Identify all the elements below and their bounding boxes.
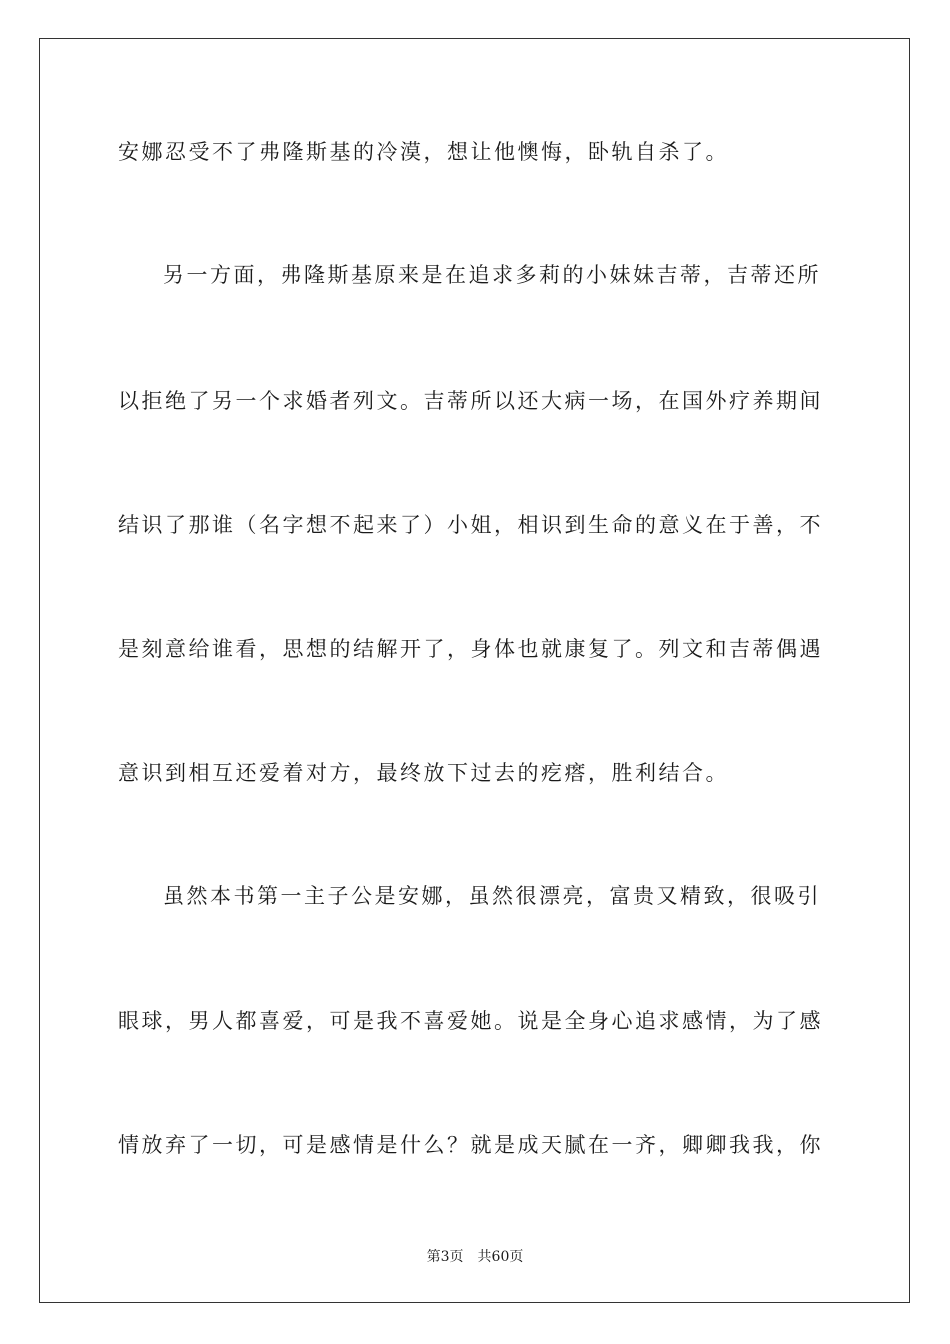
- text-line: 是刻意给谁看，思想的结解开了，身体也就康复了。列文和吉蒂偶遇: [118, 637, 823, 661]
- text-line: 结识了那谁（名字想不起来了）小姐，相识到生命的意义在于善，不: [118, 513, 823, 537]
- text-line: 眼球，男人都喜爱，可是我不喜爱她。说是全身心追求感情，为了感: [118, 1009, 823, 1033]
- text-line: 以拒绝了另一个求婚者列文。吉蒂所以还大病一场，在国外疗养期间: [118, 389, 823, 413]
- page-footer: [0, 1246, 950, 1266]
- paragraph-start-line: 虽然本书第一主子公是安娜，虽然很漂亮，富贵又精致，很吸引: [163, 884, 821, 908]
- text-line: 安娜忍受不了弗隆斯基的冷漠，想让他懊悔，卧轨自杀了。: [118, 140, 729, 164]
- page-number: 第3页: [426, 1249, 464, 1265]
- text-line: 意识到相互还爱着对方，最终放下过去的疙瘩，胜利结合。: [118, 761, 729, 785]
- page-total: 共60页: [477, 1249, 524, 1265]
- text-line: 情放弃了一切，可是感情是什么？就是成天腻在一齐，卿卿我我，你: [118, 1133, 823, 1157]
- paragraph-start-line: 另一方面，弗隆斯基原来是在追求多莉的小妹妹吉蒂，吉蒂还所: [163, 263, 821, 287]
- page-border: [39, 38, 910, 1303]
